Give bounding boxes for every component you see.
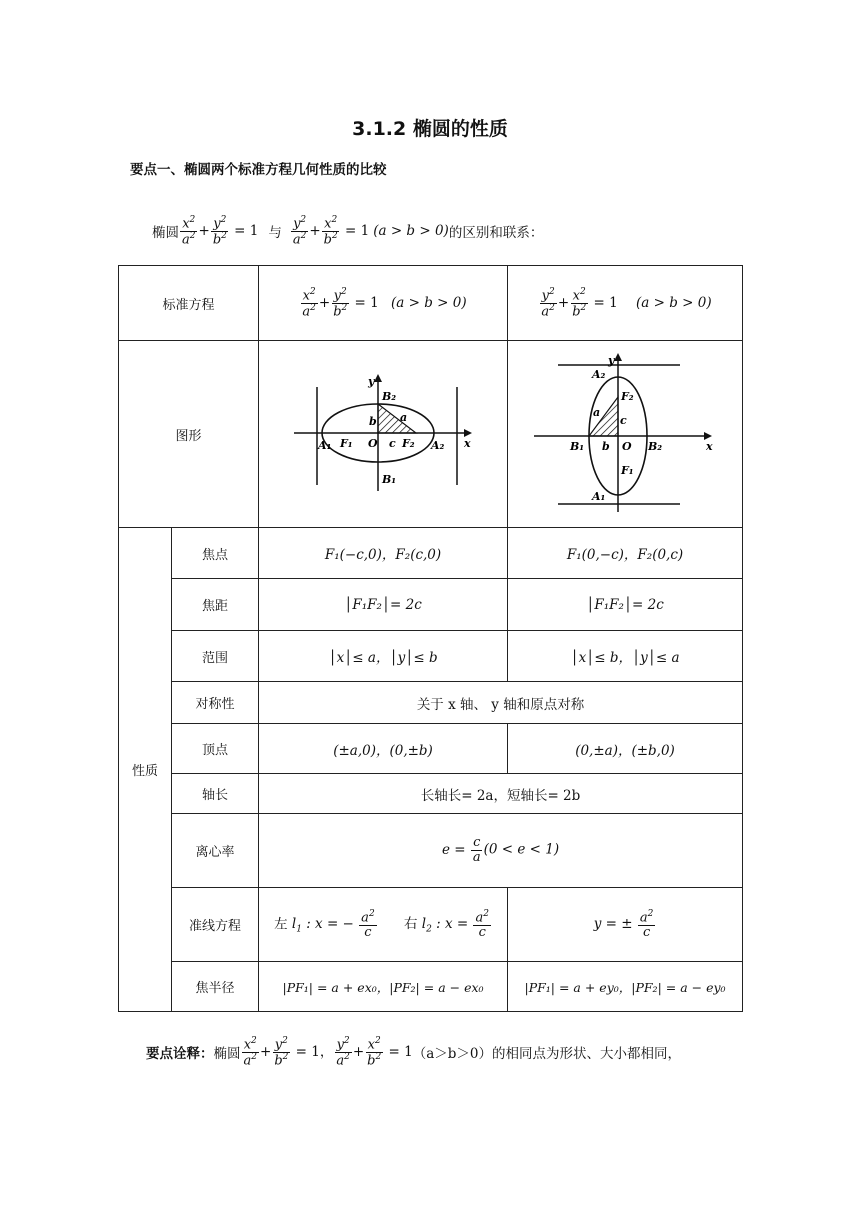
note-label: 要点诠释： bbox=[146, 1046, 214, 1062]
axis-length-value: 长轴长= 2a，短轴长= 2b bbox=[259, 774, 743, 814]
intro-condition: (a > b > 0) bbox=[373, 223, 449, 239]
directrix-x: 左 $l_1$ : x = − $\frac{a^2}{c}$ 右 $l_2$ : x = $\frac{a^2}{c}$ bbox=[259, 888, 508, 962]
intro-prefix: 椭圆 bbox=[152, 225, 179, 241]
std-eq-x: $\frac{x^2}{a^2}$ + $\frac{y^2}{b^2}$ = 1 (a > b > 0) bbox=[259, 266, 508, 341]
properties-table bbox=[118, 265, 743, 1012]
label-a-v: a bbox=[593, 405, 601, 419]
label-origin-v: O bbox=[622, 439, 632, 453]
equation-horizontal: $\frac{x^2}{a^2}$ + $\frac{y^2}{b^2}$ = 1 bbox=[182, 214, 259, 247]
note-equation-2: $\frac{y^2}{a^2}$ + $\frac{x^2}{b^2}$ = 1 bbox=[336, 1035, 413, 1068]
section-heading: 要点一、椭圆两个标准方程几何性质的比较 bbox=[130, 162, 387, 178]
focal-radius-y: |PF₁| = a + ey₀，|PF₂| = a − ey₀ bbox=[508, 962, 743, 1012]
label-directrix: 准线方程 bbox=[172, 888, 259, 962]
label-a: a bbox=[400, 411, 408, 424]
vertical-ellipse-diagram bbox=[530, 350, 720, 515]
label-x-axis: x bbox=[464, 437, 471, 450]
label-B2-v: B₂ bbox=[648, 439, 663, 453]
row-directrix bbox=[119, 888, 743, 962]
figure-horizontal bbox=[259, 341, 508, 528]
label-eccentricity: 离心率 bbox=[172, 814, 259, 888]
label-c: c bbox=[389, 437, 396, 450]
page-title: 3.1.2 椭圆的性质 bbox=[352, 118, 508, 140]
label-x-axis-2: x bbox=[706, 439, 713, 453]
focus-y: F₁(0,−c)，F₂(0,c) bbox=[508, 528, 743, 579]
equation-vertical: $\frac{y^2}{a^2}$ + $\frac{x^2}{b^2}$ = 1 bbox=[292, 214, 370, 247]
label-B1: B₁ bbox=[382, 473, 397, 486]
row-figure bbox=[119, 341, 743, 528]
focal-radius-x: |PF₁| = a + ex₀，|PF₂| = a − ex₀ bbox=[259, 962, 508, 1012]
eccentricity-value: e = $\frac{c}{a}$ (0 < e < 1) bbox=[259, 814, 743, 888]
horizontal-ellipse-diagram bbox=[288, 367, 478, 497]
label-b: b bbox=[369, 415, 377, 428]
std-eq-y: $\frac{y^2}{a^2}$ + $\frac{x^2}{b^2}$ = 1 (a > b > 0) bbox=[508, 266, 743, 341]
row-focal-distance bbox=[119, 579, 743, 631]
label-B2: B₂ bbox=[382, 390, 397, 403]
label-axis-length: 轴长 bbox=[172, 774, 259, 814]
label-A2: A₂ bbox=[431, 439, 445, 452]
label-symmetry: 对称性 bbox=[172, 682, 259, 724]
label-standard-equation: 标准方程 bbox=[119, 266, 259, 341]
row-eccentricity bbox=[119, 814, 743, 888]
intro-connector: 与 bbox=[268, 225, 282, 241]
intro-suffix: 的区别和联系： bbox=[448, 225, 544, 241]
label-origin: O bbox=[368, 437, 378, 450]
label-F1-v: F₁ bbox=[621, 463, 634, 477]
row-standard-equation bbox=[119, 266, 743, 341]
row-range bbox=[119, 631, 743, 682]
vertices-y: (0,±a)，(±b,0) bbox=[508, 724, 743, 774]
directrix-y: y = ± $\frac{a^2}{c}$ bbox=[508, 888, 743, 962]
label-focus: 焦点 bbox=[172, 528, 259, 579]
label-F1: F₁ bbox=[340, 437, 353, 450]
label-F2: F₂ bbox=[402, 437, 415, 450]
label-y-axis-2: y bbox=[608, 353, 615, 367]
vertices-x: (±a,0)，(0,±b) bbox=[259, 724, 508, 774]
label-A1: A₁ bbox=[318, 439, 332, 452]
row-vertices bbox=[119, 724, 743, 774]
label-b-v: b bbox=[602, 439, 610, 453]
note-equation-1: $\frac{x^2}{a^2}$ + $\frac{y^2}{b^2}$ = 1， bbox=[243, 1035, 334, 1068]
figure-vertical bbox=[508, 341, 743, 528]
row-focus bbox=[119, 528, 743, 579]
row-focal-radius bbox=[119, 962, 743, 1012]
note-prefix: 椭圆 bbox=[213, 1046, 241, 1062]
focal-distance-x: │F₁F₂│= 2c bbox=[259, 579, 508, 631]
row-symmetry bbox=[119, 682, 743, 724]
label-properties: 性质 bbox=[119, 528, 172, 1012]
symmetry-value: 关于 x 轴、 y 轴和原点对称 bbox=[259, 682, 743, 724]
label-figure: 图形 bbox=[119, 341, 259, 528]
focus-x: F₁(−c,0)，F₂(c,0) bbox=[259, 528, 508, 579]
label-A1-v: A₁ bbox=[592, 489, 606, 503]
label-F2-v: F₂ bbox=[621, 389, 634, 403]
focal-distance-y: │F₁F₂│= 2c bbox=[508, 579, 743, 631]
range-y: │x│≤ b，│y│≤ a bbox=[508, 631, 743, 682]
label-focal-distance: 焦距 bbox=[172, 579, 259, 631]
label-B1-v: B₁ bbox=[570, 439, 585, 453]
note-text: 的相同点为形状、大小都相同， bbox=[492, 1046, 681, 1062]
intro-line bbox=[152, 206, 543, 256]
label-vertices: 顶点 bbox=[172, 724, 259, 774]
label-c-v: c bbox=[620, 413, 627, 427]
row-axis-length bbox=[119, 774, 743, 814]
note-condition: （a＞b＞0） bbox=[412, 1046, 492, 1062]
key-point-note bbox=[146, 1030, 681, 1074]
label-y-axis: y bbox=[368, 375, 375, 388]
label-range: 范围 bbox=[172, 631, 259, 682]
label-A2-v: A₂ bbox=[592, 367, 606, 381]
range-x: │x│≤ a，│y│≤ b bbox=[259, 631, 508, 682]
label-focal-radius: 焦半径 bbox=[172, 962, 259, 1012]
